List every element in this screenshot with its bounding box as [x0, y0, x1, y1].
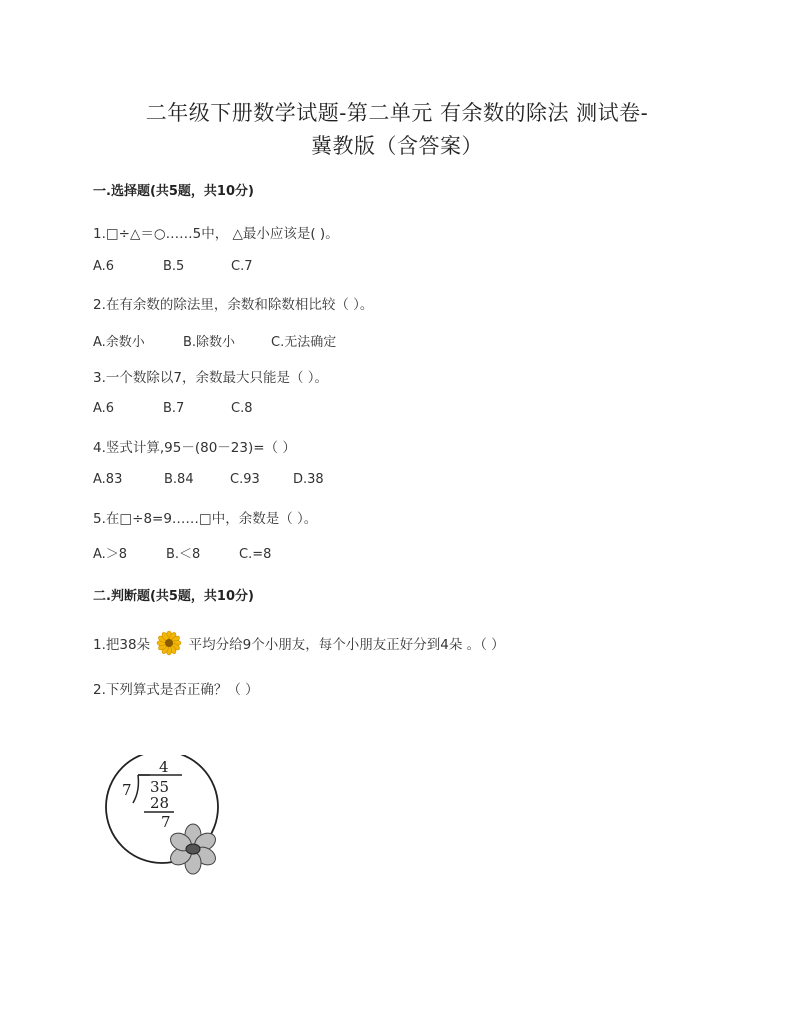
option[interactable]: D.38	[293, 472, 324, 487]
question-5: 5.在□÷8=9……□中，余数是（ ）。	[93, 511, 318, 527]
option[interactable]: C.=8	[239, 547, 272, 562]
division-bracket	[133, 775, 150, 803]
title-line-2: 冀教版（含答案）	[311, 134, 483, 158]
long-division-figure	[100, 755, 240, 884]
judge-q1-text-after: 平均分给9个小朋友，每个小朋友正好分到4朵 。（ ）	[188, 637, 505, 653]
question-1: 1.□÷△＝○……5中， △最小应该是( )。	[93, 226, 339, 242]
option[interactable]: B.5	[163, 259, 185, 274]
title-line-1: 二年级下册数学试题-第二单元 有余数的除法 测试卷-	[145, 101, 649, 125]
dividend: 35	[150, 778, 170, 796]
option[interactable]: B.84	[164, 472, 194, 487]
options-5	[93, 543, 271, 562]
question-4: 4.竖式计算,95－(80－23)=（ ）	[93, 440, 296, 456]
quotient: 4	[159, 758, 169, 776]
options-3	[93, 401, 252, 416]
divisor: 7	[122, 781, 132, 799]
judge-question-1	[93, 630, 505, 660]
product: 28	[150, 794, 170, 812]
options-1	[93, 259, 252, 274]
judge-question-2: 2.下列算式是否正确？（ ）	[93, 682, 259, 698]
question-3: 3.一个数除以7，余数最大只能是（ ）。	[93, 370, 329, 386]
option[interactable]: A.6	[93, 259, 115, 274]
option[interactable]: A.83	[93, 472, 123, 487]
option[interactable]: A.6	[93, 401, 115, 416]
section-heading-choice: 一.选择题(共5题，共10分)	[93, 184, 254, 199]
option[interactable]: C.8	[231, 401, 253, 416]
section-heading-judge: 二.判断题(共5题，共10分)	[93, 589, 254, 604]
question-2: 2.在有余数的除法里，余数和除数相比较（ ）。	[93, 297, 374, 313]
flower-icon	[156, 630, 182, 660]
option[interactable]: A.余数小	[93, 335, 145, 350]
gray-flower-icon	[167, 824, 218, 874]
remainder: 7	[161, 813, 171, 831]
option[interactable]: A.＞8	[93, 547, 128, 562]
option[interactable]: C.93	[230, 472, 260, 487]
option[interactable]: B.除数小	[183, 335, 236, 350]
options-4	[93, 472, 324, 487]
option[interactable]: C.无法确定	[271, 335, 337, 350]
judge-q1-text-before: 1.把38朵	[93, 637, 151, 653]
option[interactable]: B.＜8	[166, 547, 201, 562]
option[interactable]: B.7	[163, 401, 185, 416]
options-2	[93, 331, 336, 350]
option[interactable]: C.7	[231, 259, 253, 274]
